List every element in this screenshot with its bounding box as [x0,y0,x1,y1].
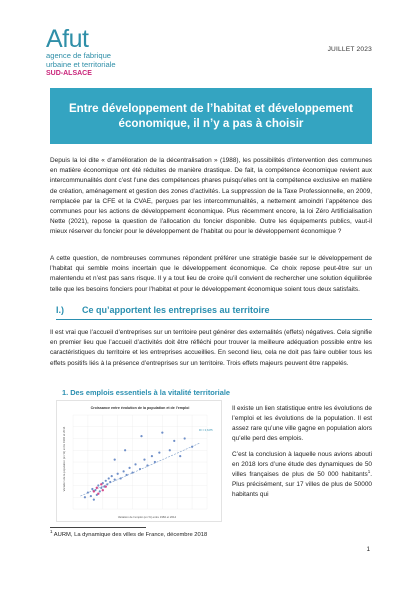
chart-point [154,461,156,463]
intro-paragraph-2: A cette question, de nombreuses communes répondent préférer une stratégie basée sur le développement de l’habitat qui semble moins incertain que le développement économique. Ce choix repose peut-être sur un malentendu et n’est pas sans risque. Il y a tout lieu de croire qu’il convient de rechercher une solution équilibrée telle que les besoins fonciers pour l’habitat et pour le développement économique soient tous deux satisfaits. [50,255,372,293]
chart-highlight-point [97,493,99,495]
section-underline [56,319,372,320]
chart-point [93,499,95,501]
logo-wordmark: Afut [46,25,89,53]
chart-point [90,495,92,497]
chart-point [111,475,113,477]
chart-highlight-point [102,489,104,491]
chart-point [126,474,128,476]
logo-region: SUD-ALSACE [46,70,92,78]
document-title: Entre développement de l’habitat et développement économique, il n’y a pas à choisir [68,102,354,130]
section-number: I.) [56,305,64,315]
chart-point [114,479,116,481]
chart-point [99,490,101,492]
section-heading [56,305,270,315]
title-banner [50,88,372,144]
side-paragraph-2-end: . Plus précisément, sur 17 villes de plus de 50000 habitants qui [232,471,372,498]
chart-x-axis-label: Variation de l’emploi (en %) entre 1982 et 2014 [117,515,177,519]
section-title: Ce qu’apportent les entreprises au territoire [82,305,270,315]
footnote-separator [50,527,146,528]
footnote-text: AURM, La dynamique des villes de France, décembre 2018 [52,532,208,538]
chart-point [134,463,136,465]
side-paragraph-2-text: C’est la conclusion à laquelle nous avions abouti en 2018 lors d’une étude des dynamiques de 50 villes françaises de plus de 50 000 habitants [232,451,372,478]
chart-y-axis-label: Variation de la population (en %) entre 1982 et 2014 [62,426,66,492]
chart-point [191,446,193,448]
side-paragraph-2 [232,450,372,500]
document-date: JUILLET 2023 [327,46,372,53]
chart-point [97,484,99,486]
chart-point [184,437,186,439]
chart-highlight-point [100,483,102,485]
chart-point [146,464,148,466]
subsection-side-text [232,404,372,500]
chart-highlight-point [93,490,95,492]
chart-point [114,459,116,461]
chart-point [105,480,107,482]
logo-line-2: urbaine et territoriale [46,59,116,69]
scatter-chart-svg [57,401,223,523]
chart-point [109,481,111,483]
chart-point [169,449,171,451]
chart-point [100,487,102,489]
footnote-number: 1 [50,529,53,535]
chart-point [161,432,163,434]
footnote-reference[interactable]: 1 [367,468,371,474]
chart-point [124,449,126,451]
intro-paragraph-1: Depuis la loi dite « d’amélioration de la décentralisation » (1988), les possibilités d’intervention des communes en matière économique ont été réduites de manière drastique. De fait, la compétence économique revient aux intercommunalités dont c’est l’une des compétences phares puisqu’elles ont la compétence exclusive en matière de création, aménagement et gestion des zones d’activités. La suppression de la Taxe Professionnelle, en 2009, remplacée par la CFE et la CVAE, perçues par les intercommunalités, a nettement amoindri l’appétence des communes pour les actions de développement économique. Plus récemment encore, la loi Zéro Artificialisation Nette (2021), repose la question de l’allocation du foncier disponible. Outre les équipements publics, vaut-il mieux réserver du foncier pour le développement de l’habitat ou pour le développement économique ? [50,157,372,236]
page-number: 1 [366,546,370,553]
chart-point [91,488,93,490]
chart-gridlines [73,415,207,509]
chart-point [139,468,141,470]
section-paragraph: Il est vrai que l’accueil d’entreprises sur un territoire peut générer des externalités (effets) négatives. Cela signifie en premier lieu que l’accueil d’activités doit être réfléchi pour trouver la meilleure adéquation possible entre les caractéristiques du territoire et les entreprises accueillies. En second lieu, cela ne doit pas faire oublier tous les effets positifs liés à la présence d’entreprises sur un territoire. Trois effets majeurs peuvent être rappelés. [50,329,372,367]
chart-point [158,452,160,454]
chart-point [131,471,133,473]
logo-line-1: agence de fabrique [46,51,112,60]
chart-point [106,483,108,485]
chart-point [143,459,145,461]
chart-point [117,473,119,475]
subsection-heading: 1. Des emplois essentiels à la vitalité territoriale [62,388,231,397]
side-paragraph-1: Il existe un lien statistique entre les évolutions de l’emploi et les évolutions de la population. Il est assez rare qu’une ville gagne en population alors qu’elle perd des emplois. [232,405,372,442]
logo [46,26,136,79]
chart-highlight-point [105,485,107,487]
chart-point [128,467,130,469]
chart-point [84,496,86,498]
chart-point [108,477,110,479]
scatter-chart [56,400,222,522]
chart-point [120,477,122,479]
chart-highlight-point [96,487,98,489]
chart-point [87,491,89,493]
chart-point [151,455,153,457]
footnote [50,529,208,538]
chart-points [84,432,193,501]
chart-point [173,440,175,442]
chart-point [179,455,181,457]
chart-point [140,435,142,437]
chart-point [123,470,125,472]
chart-title: Croissance entre évolution de la population et de l’emploi [90,406,190,410]
chart-legend-r2: R² = 0,6475 [199,429,213,432]
